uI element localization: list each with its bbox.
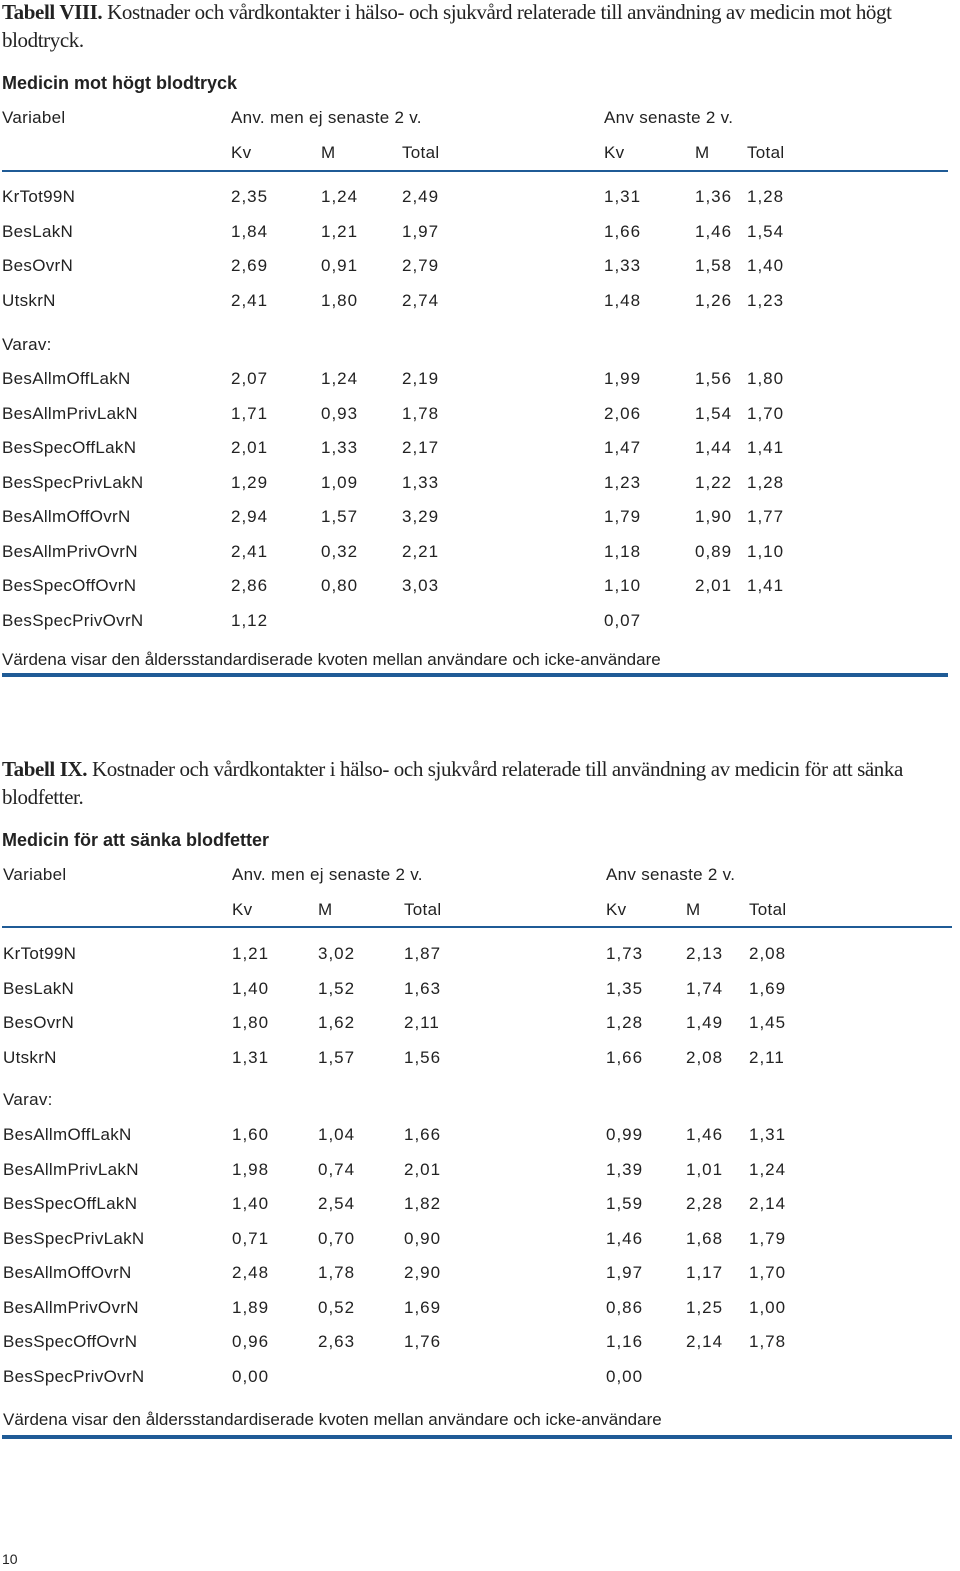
cell-value: 1,28 (747, 187, 785, 206)
cell-value: 2,54 (318, 1194, 356, 1213)
cell-value: 0,70 (318, 1228, 356, 1248)
row-label: UtskrN (2, 290, 56, 310)
subheader-kv: Kv (232, 900, 253, 919)
cell-value: 2,69 (231, 256, 269, 275)
cell-value: 3,29 (402, 507, 440, 526)
cell-value: 2,86 (231, 576, 269, 595)
cell-value: 1,76 (404, 1332, 442, 1351)
page-number: 10 (2, 1551, 18, 1567)
subheader-kv: Kv (604, 143, 625, 162)
cell-value: 1,82 (404, 1194, 442, 1213)
cell-value: 0,71 (232, 1228, 270, 1248)
footer-rule (2, 673, 948, 677)
cell-value: 1,97 (606, 1263, 644, 1282)
varav-label: Varav: (3, 1090, 53, 1109)
cell-value: 1,33 (604, 256, 642, 275)
row-label: BesSpecPrivLakN (3, 1228, 145, 1248)
row-label: BesSpecPrivOvrN (2, 610, 144, 630)
cell-value: 1,24 (321, 187, 359, 206)
cell-value: 1,78 (402, 403, 440, 423)
cell-value: 1,01 (686, 1159, 724, 1179)
cell-value: 1,80 (321, 290, 359, 310)
header-variable: Variabel (3, 865, 67, 884)
cell-value: 1,24 (321, 369, 359, 388)
cell-value: 1,31 (749, 1125, 787, 1144)
row-label: BesSpecOffLakN (2, 438, 137, 457)
cell-value: 1,46 (606, 1228, 644, 1248)
header-rule (2, 170, 948, 172)
cell-value: 1,84 (231, 221, 269, 241)
cell-value: 1,18 (604, 541, 642, 561)
varav-label: Varav: (2, 335, 52, 354)
table-caption-label: Tabell VIII. (2, 0, 103, 24)
subheader-m: M (686, 900, 701, 919)
cell-value: 1,22 (695, 472, 733, 492)
row-label: BesAllmPrivOvrN (3, 1297, 139, 1317)
cell-value: 0,93 (321, 403, 359, 423)
subheader-m: M (695, 143, 710, 162)
row-label: BesSpecOffOvrN (2, 576, 137, 595)
cell-value: 3,02 (318, 944, 356, 963)
cell-value: 1,44 (695, 438, 733, 457)
cell-value: 1,10 (604, 576, 642, 595)
cell-value: 2,21 (402, 541, 440, 561)
cell-value: 0,52 (318, 1297, 356, 1317)
cell-value: 2,01 (695, 576, 733, 595)
subheader-total: Total (402, 143, 440, 162)
row-label: KrTot99N (2, 187, 76, 206)
cell-value: 1,16 (606, 1332, 644, 1351)
cell-value: 2,06 (604, 403, 642, 423)
cell-value: 2,41 (231, 541, 269, 561)
cell-value: 1,56 (695, 369, 733, 388)
cell-value: 0,96 (232, 1332, 270, 1351)
cell-value: 2,01 (404, 1159, 442, 1179)
cell-value: 1,25 (686, 1297, 724, 1317)
row-label: BesSpecOffLakN (3, 1194, 138, 1213)
cell-value: 1,70 (749, 1263, 787, 1282)
cell-value: 1,98 (232, 1159, 270, 1179)
header-group-2: Anv senaste 2 v. (606, 865, 736, 884)
cell-value: 2,19 (402, 369, 440, 388)
cell-value: 1,12 (231, 610, 269, 630)
cell-value: 1,33 (321, 438, 359, 457)
row-label: BesAllmPrivOvrN (2, 541, 138, 561)
row-label: BesAllmPrivLakN (2, 403, 138, 423)
cell-value: 1,28 (747, 472, 785, 492)
table-subtitle: Medicin mot högt blodtryck (2, 73, 238, 93)
row-label: BesAllmOffLakN (2, 369, 131, 388)
row-label: BesLakN (2, 221, 74, 241)
cell-value: 1,97 (402, 221, 440, 241)
cell-value: 2,90 (404, 1263, 442, 1282)
cell-value: 1,74 (686, 978, 724, 998)
cell-value: 1,45 (749, 1013, 787, 1032)
cell-value: 1,36 (695, 187, 733, 206)
cell-value: 1,09 (321, 472, 359, 492)
cell-value: 2,01 (231, 438, 269, 457)
cell-value: 1,24 (749, 1159, 787, 1179)
cell-value: 1,17 (686, 1263, 724, 1282)
cell-value: 0,00 (232, 1366, 270, 1386)
cell-value: 2,13 (686, 944, 724, 963)
row-label: BesAllmOffOvrN (3, 1263, 132, 1282)
cell-value: 1,40 (232, 1194, 270, 1213)
cell-value: 1,54 (747, 221, 785, 241)
cell-value: 1,46 (695, 221, 733, 241)
header-rule (2, 926, 952, 928)
cell-value: 2,28 (686, 1194, 724, 1213)
cell-value: 1,40 (747, 256, 785, 275)
row-label: KrTot99N (3, 944, 77, 963)
row-label: BesSpecOffOvrN (3, 1332, 138, 1351)
cell-value: 3,03 (402, 576, 440, 595)
header-group-1: Anv. men ej senaste 2 v. (231, 108, 422, 127)
cell-value: 0,32 (321, 541, 359, 561)
cell-value: 1,49 (686, 1013, 724, 1032)
cell-value: 1,31 (232, 1047, 270, 1067)
cell-value: 1,47 (604, 438, 642, 457)
table-footnote: Värdena visar den åldersstandardiserade kvoten mellan användare och icke-användare (2, 650, 661, 669)
cell-value: 1,39 (606, 1159, 644, 1179)
subheader-m: M (321, 143, 336, 162)
cell-value: 1,54 (695, 403, 733, 423)
cell-value: 1,29 (231, 472, 269, 492)
row-label: BesSpecPrivLakN (2, 472, 144, 492)
cell-value: 1,58 (695, 256, 733, 275)
cell-value: 2,17 (402, 438, 440, 457)
header-variable: Variabel (2, 108, 66, 127)
subheader-total: Total (747, 143, 785, 162)
header-group-2: Anv senaste 2 v. (604, 108, 734, 127)
cell-value: 2,14 (686, 1332, 724, 1351)
cell-value: 1,80 (747, 369, 785, 388)
cell-value: 1,28 (606, 1013, 644, 1032)
cell-value: 2,94 (231, 507, 269, 526)
row-label: BesAllmPrivLakN (3, 1159, 139, 1179)
cell-value: 1,59 (606, 1194, 644, 1213)
row-label: UtskrN (3, 1047, 57, 1067)
cell-value: 0,74 (318, 1159, 356, 1179)
table-caption-text: Kostnader och vårdkontakter i hälso- och sjukvård relaterade till användning av medicin för att sänka blodfetter. (2, 757, 903, 809)
cell-value: 2,11 (749, 1047, 785, 1067)
cell-value: 2,08 (686, 1047, 724, 1067)
cell-value: 2,48 (232, 1263, 270, 1282)
cell-value: 2,41 (231, 290, 269, 310)
table-caption (2, 0, 957, 54)
cell-value: 0,86 (606, 1297, 644, 1317)
table-caption-label: Tabell IX. (2, 757, 88, 781)
footer-rule (2, 1435, 952, 1439)
cell-value: 1,73 (606, 944, 644, 963)
subheader-kv: Kv (231, 143, 252, 162)
cell-value: 1,79 (749, 1228, 787, 1248)
cell-value: 1,57 (321, 507, 359, 526)
table-caption-text: Kostnader och vårdkontakter i hälso- och sjukvård relaterade till användning av medicin mot högt blodtryck. (2, 0, 892, 52)
subheader-kv: Kv (606, 900, 627, 919)
cell-value: 1,77 (747, 507, 785, 526)
cell-value: 2,35 (231, 187, 269, 206)
row-label: BesOvrN (3, 1013, 75, 1032)
row-label: BesOvrN (2, 256, 74, 275)
subheader-total: Total (749, 900, 787, 919)
cell-value: 1,63 (404, 978, 442, 998)
cell-value: 2,63 (318, 1332, 356, 1351)
table-footnote: Värdena visar den åldersstandardiserade kvoten mellan användare och icke-användare (3, 1410, 662, 1429)
cell-value: 1,04 (318, 1125, 356, 1144)
table-caption (2, 755, 957, 811)
row-label: BesAllmOffLakN (3, 1125, 132, 1144)
cell-value: 1,52 (318, 978, 356, 998)
cell-value: 1,33 (402, 472, 440, 492)
cell-value: 1,66 (404, 1125, 442, 1144)
cell-value: 2,79 (402, 256, 440, 275)
cell-value: 1,90 (695, 507, 733, 526)
cell-value: 2,08 (749, 944, 787, 963)
cell-value: 0,80 (321, 576, 359, 595)
row-label: BesSpecPrivOvrN (3, 1366, 145, 1386)
cell-value: 0,91 (321, 256, 359, 275)
cell-value: 2,14 (749, 1194, 787, 1213)
cell-value: 1,23 (747, 290, 785, 310)
cell-value: 2,11 (404, 1013, 440, 1032)
cell-value: 1,21 (232, 944, 270, 963)
cell-value: 1,00 (749, 1297, 787, 1317)
cell-value: 0,00 (606, 1366, 644, 1386)
cell-value: 0,89 (695, 541, 733, 561)
cell-value: 1,71 (231, 403, 269, 423)
cell-value: 1,21 (321, 221, 359, 241)
cell-value: 1,78 (749, 1332, 787, 1351)
cell-value: 1,46 (686, 1125, 724, 1144)
cell-value: 0,07 (604, 610, 642, 630)
cell-value: 1,62 (318, 1013, 356, 1032)
cell-value: 1,68 (686, 1228, 724, 1248)
cell-value: 1,80 (232, 1013, 270, 1032)
cell-value: 1,69 (404, 1297, 442, 1317)
cell-value: 0,90 (404, 1228, 442, 1248)
cell-value: 2,74 (402, 290, 440, 310)
cell-value: 1,41 (747, 438, 785, 457)
row-label: BesLakN (3, 978, 75, 998)
cell-value: 1,99 (604, 369, 642, 388)
header-group-1: Anv. men ej senaste 2 v. (232, 865, 423, 884)
subheader-total: Total (404, 900, 442, 919)
cell-value: 0,99 (606, 1125, 644, 1144)
cell-value: 1,60 (232, 1125, 270, 1144)
table-subtitle: Medicin för att sänka blodfetter (2, 830, 270, 850)
subheader-m: M (318, 900, 333, 919)
cell-value: 1,57 (318, 1047, 356, 1067)
cell-value: 1,26 (695, 290, 733, 310)
cell-value: 2,49 (402, 187, 440, 206)
cell-value: 1,23 (604, 472, 642, 492)
cell-value: 1,41 (747, 576, 785, 595)
cell-value: 1,10 (747, 541, 785, 561)
cell-value: 1,89 (232, 1297, 270, 1317)
cell-value: 1,69 (749, 978, 787, 998)
cell-value: 1,40 (232, 978, 270, 998)
cell-value: 1,31 (604, 187, 642, 206)
cell-value: 1,66 (606, 1047, 644, 1067)
cell-value: 1,48 (604, 290, 642, 310)
cell-value: 1,56 (404, 1047, 442, 1067)
cell-value: 2,07 (231, 369, 269, 388)
cell-value: 1,66 (604, 221, 642, 241)
cell-value: 1,79 (604, 507, 642, 526)
cell-value: 1,35 (606, 978, 644, 998)
cell-value: 1,78 (318, 1263, 356, 1282)
row-label: BesAllmOffOvrN (2, 507, 131, 526)
cell-value: 1,70 (747, 403, 785, 423)
cell-value: 1,87 (404, 944, 442, 963)
